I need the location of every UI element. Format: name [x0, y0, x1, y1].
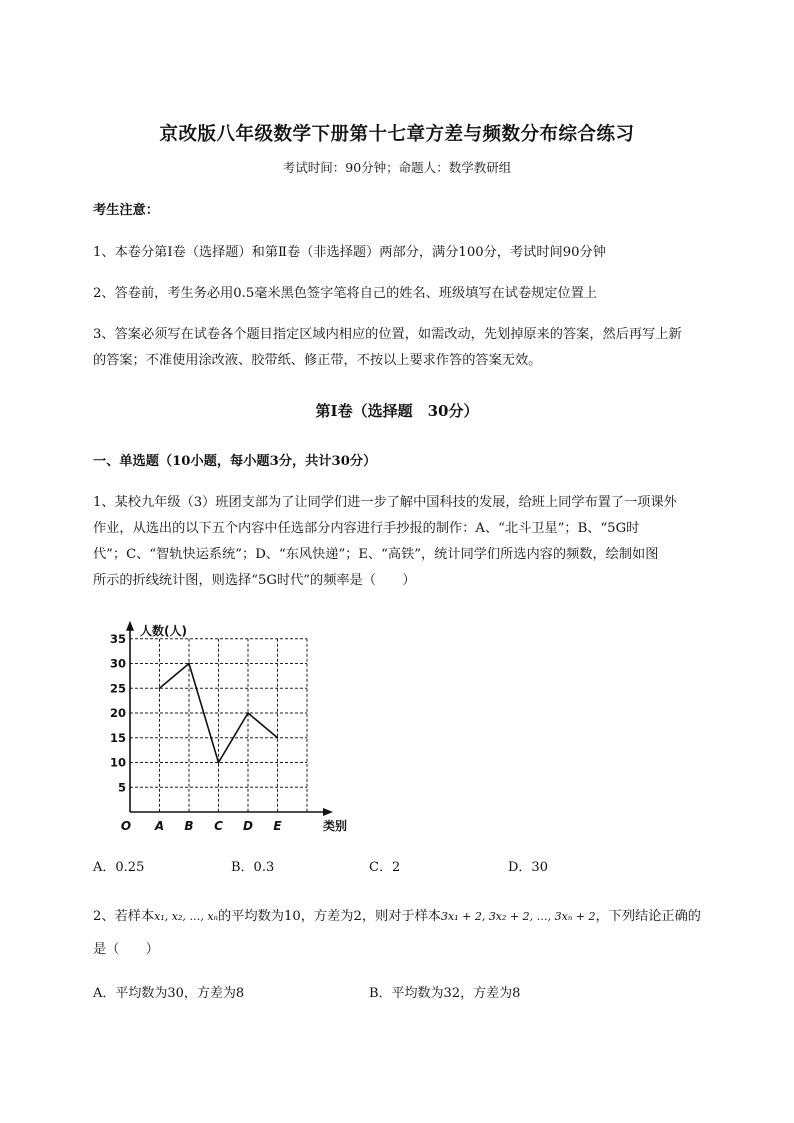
- y-tick-label: 35: [110, 631, 126, 646]
- y-tick-label: 20: [110, 706, 126, 720]
- q1-line-3: 代”；C、“智轨快运系统”；D、“东风快递”；E、“高铁”，统计同学们所选内容的频数，绘制如图: [93, 547, 659, 562]
- x-axis-arrow: [323, 808, 333, 816]
- q2-prefix: 2、若样本: [93, 909, 155, 924]
- x-tick-label: E: [273, 819, 282, 833]
- y-tick-label: 15: [110, 730, 126, 745]
- origin-label: O: [120, 819, 132, 833]
- q2-sample-1: x₁, x₂, …, xₙ: [154, 910, 219, 923]
- q2-option-a: A．平均数为30，方差为8: [93, 986, 245, 1001]
- q1-line-1: 1、某校九年级（3）班团支部为了让同学们进一步了解中国科技的发展，给班上同学布置了一项课外: [93, 495, 677, 510]
- q2-line-1: [93, 904, 701, 930]
- x-tick-label: A: [154, 819, 165, 833]
- x-axis-label: 类别: [323, 819, 348, 833]
- line-chart: [110, 612, 350, 842]
- data-point: [247, 712, 249, 714]
- q2-option-b: B．平均数为32，方差为8: [369, 986, 521, 1001]
- q2-suffix: ，下列结论正确的: [595, 909, 701, 924]
- x-tick-label: C: [214, 819, 223, 833]
- x-tick-label: D: [243, 819, 253, 833]
- q1-line-4: 所示的折线统计图，则选择“5G时代”的频率是（ ）: [93, 573, 416, 588]
- q2-sample-2: 3x₁ + 2, 3x₂ + 2, …, 3xₙ + 2: [441, 910, 596, 923]
- x-tick-label: B: [184, 819, 194, 833]
- y-tick-label: 10: [110, 755, 126, 770]
- y-axis-label: 人数(人): [140, 623, 187, 638]
- page-title: 京改版八年级数学下册第十七章方差与频数分布综合练习: [159, 124, 635, 145]
- notice-item-3: 3、答案必须写在试卷各个题目指定区域内相应的位置，如需改动，先划掉原来的答案，然后再写上新: [93, 327, 682, 342]
- y-tick-label: 25: [110, 681, 126, 696]
- q1-option-c: C．2: [369, 860, 401, 875]
- data-point: [277, 737, 279, 739]
- y-tick-label: 5: [117, 780, 126, 795]
- notice-heading: 考生注意：: [93, 203, 159, 218]
- q1-option-b: B．0.3: [231, 860, 275, 875]
- exam-subtitle: 考试时间：90分钟；命题人：数学教研组: [282, 160, 512, 175]
- q1-option-d: D．30: [508, 860, 548, 875]
- data-point: [159, 687, 161, 689]
- notice-item-2: 2、答卷前，考生务必用0.5毫米黑色签字笔将自己的姓名、班级填写在试卷规定位置上: [93, 286, 598, 301]
- q1-line-2: 作业，从选出的以下五个内容中任选部分内容进行手抄报的制作：A、“北斗卫星”；B、“5G时: [93, 521, 640, 536]
- data-point: [188, 663, 190, 665]
- q2-line-2: 是（ ）: [93, 942, 159, 957]
- y-axis-arrow: [126, 621, 134, 631]
- data-point: [218, 762, 220, 764]
- notice-item-1: 1、本卷分第I卷（选择题）和第Ⅱ卷（非选择题）两部分，满分100分，考试时间90分钟: [93, 245, 606, 260]
- section-title: 第I卷（选择题 30分）: [315, 402, 479, 420]
- q2-mid: 的平均数为10，方差为2，则对于样本: [218, 909, 441, 924]
- part-title: 一、单选题（10小题，每小题3分，共计30分）: [93, 454, 377, 469]
- y-tick-label: 30: [110, 656, 126, 671]
- notice-item-3-cont: 的答案；不准使用涂改液、胶带纸、修正带，不按以上要求作答的答案无效。: [93, 353, 542, 368]
- q1-option-a: A．0.25: [93, 860, 145, 875]
